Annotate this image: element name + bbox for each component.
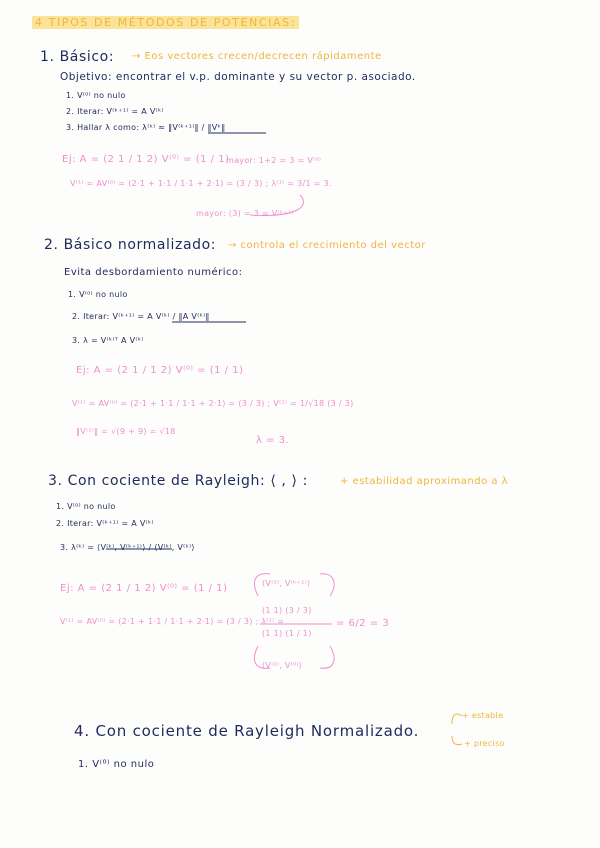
section3-rayleigh-top: ⟨V⁽⁰⁾, V⁽ᵏ⁺¹⁾⟩ (262, 579, 311, 588)
section4-arrow-up (452, 714, 462, 724)
section4-step1: 1. V⁽⁰⁾ no nulo (78, 759, 155, 770)
section4-arrow-down (452, 736, 462, 745)
section1-step1: 1. V⁽⁰⁾ no nulo (66, 91, 126, 100)
page-title: 4 TIPOS DE MÉTODOS DE POTENCIAS: (32, 16, 299, 29)
section1-objective: Objetivo: encontrar el v.p. dominante y su vector p. asociado. (60, 71, 416, 83)
section4-heading: 4. Con cociente de Rayleigh Normalizado. (74, 722, 420, 740)
section3-rayleigh-bottom: ⟨V⁽⁰⁾, V⁽⁰⁾⟩ (262, 661, 303, 670)
section1-heading: 1. Básico: (40, 49, 115, 65)
section1-example-iteration: V⁽¹⁾ = AV⁽⁰⁾ = (2·1 + 1·1 / 1·1 + 2·1) = (3 / 3) ; λ⁽¹⁾ = 3/1 = 3. (70, 179, 332, 188)
section2-step2: 2. Iterar: V⁽ᵏ⁺¹⁾ = A V⁽ᵏ⁾ / ‖A V⁽ᵏ⁾‖ (72, 312, 210, 321)
section2-example-matrix: Ej: A = (2 1 / 1 2) V⁽⁰⁾ = (1 / 1) (76, 365, 244, 376)
section4-note-stable: + estable (462, 711, 504, 720)
section2-example-norm: ‖V⁽¹⁾‖ = √(9 + 9) = √18 (76, 427, 176, 436)
section3-example-matrix: Ej: A = (2 1 / 1 2) V⁽⁰⁾ = (1 / 1) (60, 583, 228, 594)
section1-example-note: mayor: 1+2 = 3 = V⁽⁰⁾ (226, 156, 322, 165)
section4-note-precise: + preciso (464, 739, 505, 748)
section3-step2: 2. Iterar: V⁽ᵏ⁺¹⁾ = A V⁽ᵏ⁾ (56, 519, 154, 528)
section3-heading: 3. Con cociente de Rayleigh: ⟨ , ⟩ : (48, 473, 308, 489)
section1-step2: 2. Iterar: V⁽ᵏ⁺¹⁾ = A V⁽ᵏ⁾ (66, 107, 164, 116)
section3-bottom-brace (254, 646, 334, 668)
section2-step1: 1. V⁽⁰⁾ no nulo (68, 290, 128, 299)
section1-example-bottom-note: mayor: (3) = 3 = V⁽ᵏ⁺¹⁾ (196, 209, 294, 218)
section2-step3: 3. λ = V⁽ᵏ⁾ᵀ A V⁽ᵏ⁾ (72, 336, 144, 345)
section3-note: + estabilidad aproximando a λ (340, 476, 509, 487)
section1-example-matrix: Ej: A = (2 1 / 1 2) V⁽⁰⁾ = (1 / 1) (62, 154, 230, 165)
section1-curved-arrow (250, 195, 303, 215)
section2-example-iteration: V⁽¹⁾ = AV⁽⁰⁾ = (2·1 + 1·1 / 1·1 + 2·1) = (3 / 3) ; V⁽¹⁾ = 1/√18 (3 / 3) (72, 399, 354, 408)
section2-line1: Evita desbordamiento numérico: (64, 267, 243, 278)
section3-step1: 1. V⁽⁰⁾ no nulo (56, 502, 116, 511)
section1-step3: 3. Hallar λ como: λ⁽ᵏ⁾ ≈ ‖V⁽ᵏ⁺¹⁾‖ / ‖Vᵏ‖ (66, 123, 226, 132)
section3-rayleigh-denominator: (1 1) (1 / 1) (262, 629, 312, 638)
section3-rayleigh-result: = 6/2 = 3 (336, 618, 390, 629)
section3-example-iteration: V⁽¹⁾ = AV⁽⁰⁾ = (2·1 + 1·1 / 1·1 + 2·1) = (3 / 3) ; λ⁽¹⁾ = (60, 617, 285, 626)
section2-heading: 2. Básico normalizado: (44, 237, 217, 253)
section2-note: → controla el crecimiento del vector (228, 240, 426, 251)
section3-step3: 3. λ⁽ᵏ⁾ = ⟨V⁽ᵏ⁾, V⁽ᵏ⁺¹⁾⟩ / ⟨V⁽ᵏ⁾, V⁽ᵏ⁾⟩ (60, 543, 195, 552)
section2-example-lambda: λ = 3. (256, 435, 290, 446)
section1-note: → Eos vectores crecen/decrecen rápidamente (132, 51, 382, 62)
section3-rayleigh-numerator: (1 1) (3 / 3) (262, 606, 312, 615)
section3-top-brace (254, 574, 334, 596)
